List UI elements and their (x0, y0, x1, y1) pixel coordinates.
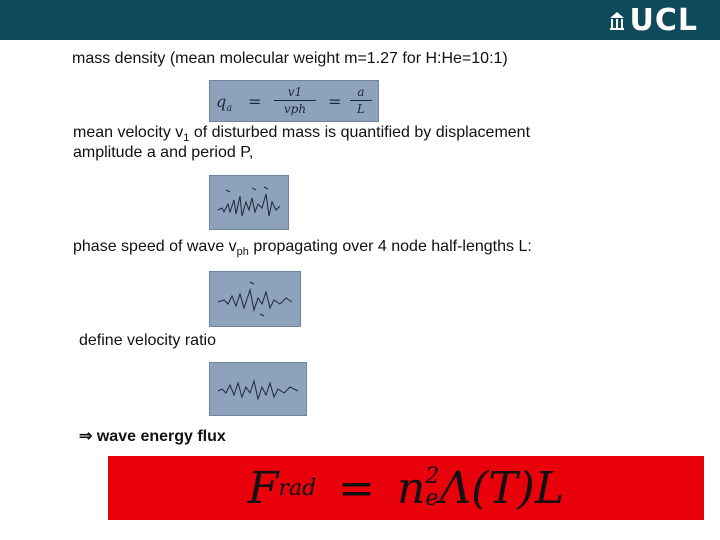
implies-arrow-icon: ⇒ (79, 428, 93, 445)
radiative-loss-formula-box (108, 456, 704, 520)
text-wave-energy-flux: ⇒ wave energy flux (79, 428, 226, 445)
equation-phase-speed-image (209, 271, 301, 327)
header-bar (0, 0, 720, 40)
logo-text: UCL (629, 3, 698, 38)
equation-velocity-ratio-image: $q_a$ = v1 vph = a L (209, 80, 379, 122)
radiative-loss-formula: F rad = n 2 e Λ(T)L (247, 462, 565, 514)
text-phase-speed: phase speed of wave $v_{ph}$ propagating over 4 node half-lengths L: (73, 238, 532, 259)
portico-icon (610, 12, 624, 30)
text-mass-density: mass density (mean molecular weight m=1.27 for H:He=10:1) (72, 50, 508, 67)
equation-velocity-image (209, 175, 289, 230)
text-mean-velocity: mean velocity $v_1$ of disturbed mass is quantified by displacement (73, 124, 531, 145)
ucl-logo (610, 3, 699, 38)
equation-ratio-image (209, 362, 307, 416)
text-define-velocity-ratio: define velocity ratio (79, 332, 216, 349)
text-amplitude-period: amplitude a and period P, (73, 144, 254, 161)
